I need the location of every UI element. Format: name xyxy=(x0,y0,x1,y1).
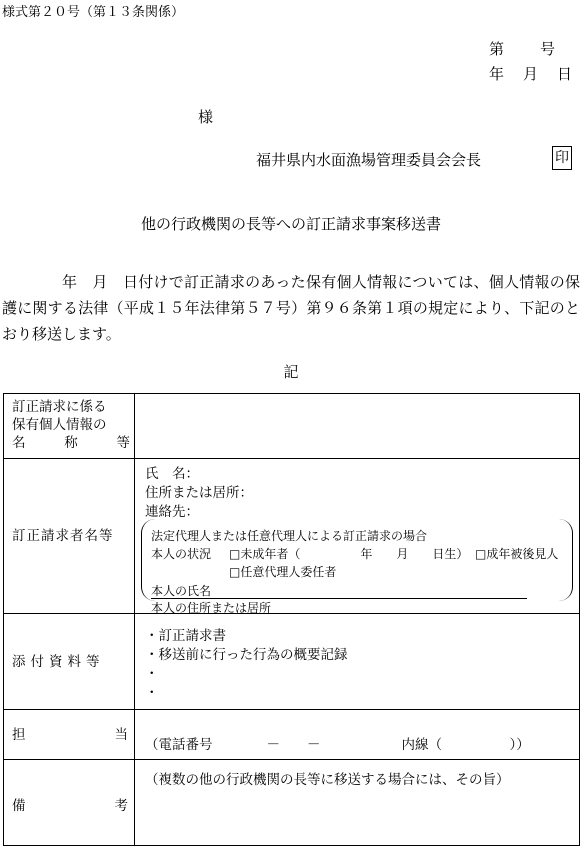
principal-address-field: 本人の住所または居所 xyxy=(151,601,272,615)
adult-guardian-checkbox[interactable]: □成年被後見人 xyxy=(475,547,559,561)
ki-heading: 記 xyxy=(283,363,299,381)
attachments-label: 添付資料等 xyxy=(12,653,105,670)
requester-value-cell[interactable] xyxy=(135,459,580,614)
contact-person-value-cell[interactable] xyxy=(135,710,580,760)
status-label: 本人の状況 xyxy=(151,547,212,561)
seal-mark: 印 xyxy=(552,146,572,170)
date-label: 年 月 日 xyxy=(489,65,575,83)
remarks-label-cell xyxy=(4,760,135,846)
attachment-item: ・移送前に行った行為の概要記録 xyxy=(145,647,348,663)
requester-label-cell xyxy=(4,459,135,614)
attachments-label-cell xyxy=(4,614,135,710)
address-field: 住所または居所： xyxy=(145,485,253,501)
remarks-label-left: 備 xyxy=(12,798,26,814)
addressee: 様 xyxy=(198,108,214,126)
info-name-label-line-2: 保有個人情報の xyxy=(12,417,107,433)
form-number: 様式第２０号（第１３条関係） xyxy=(2,5,185,20)
sender: 福井県内水面漁場管理委員会会長 xyxy=(256,151,482,169)
contact-person-label-cell xyxy=(4,710,135,760)
info-name-label-line-3: 名 称 等 xyxy=(12,435,130,451)
remarks-value-cell[interactable] xyxy=(135,760,580,846)
table-row xyxy=(4,614,580,710)
remarks-note: （複数の他の行政機関の長等に移送する場合には、その旨） xyxy=(145,772,510,788)
contact-person-label-left: 担 xyxy=(12,727,26,743)
attachments-value-cell[interactable] xyxy=(135,614,580,710)
table-row xyxy=(4,760,580,846)
agent-heading: 法定代理人または任意代理人による訂正請求の場合 xyxy=(151,529,428,543)
principal-name-field: 本人の氏名 xyxy=(151,584,212,598)
attachment-item: ・訂正請求書 xyxy=(145,628,226,644)
requester-label: 訂正請求者名等 xyxy=(12,528,114,544)
remarks-label-right: 考 xyxy=(114,798,128,814)
info-name-label-line-1: 訂正請求に係る xyxy=(12,399,107,415)
attachment-item: ・ xyxy=(145,685,159,701)
contact-field: 連絡先： xyxy=(145,504,199,520)
document-number-label: 第 号 xyxy=(489,40,558,58)
voluntary-agent-checkbox[interactable]: □任意代理人委任者 xyxy=(229,565,337,579)
body-text: 年 月 日付けで訂正請求のあった保有個人情報については、個人情報の保護に関する法律（平成１５年法律第５７号）第９６条第１項の規定により、下記のとおり移送します。 xyxy=(2,273,580,343)
attachment-item: ・ xyxy=(145,666,159,682)
info-name-label-cell xyxy=(4,394,135,459)
contact-person-label-right: 当 xyxy=(114,727,128,743)
document-title: 他の行政機関の長等への訂正請求事案移送書 xyxy=(140,215,441,233)
phone-field: （電話番号 － － 内線（ ）） xyxy=(145,737,530,753)
transfer-form-table xyxy=(3,393,580,846)
minor-checkbox[interactable]: □未成年者（ 年 月 日生） xyxy=(229,547,469,561)
table-row xyxy=(4,459,580,614)
table-row xyxy=(4,710,580,760)
info-name-value-cell[interactable] xyxy=(135,394,580,459)
table-row xyxy=(4,394,580,459)
name-field: 氏 名： xyxy=(145,466,199,482)
